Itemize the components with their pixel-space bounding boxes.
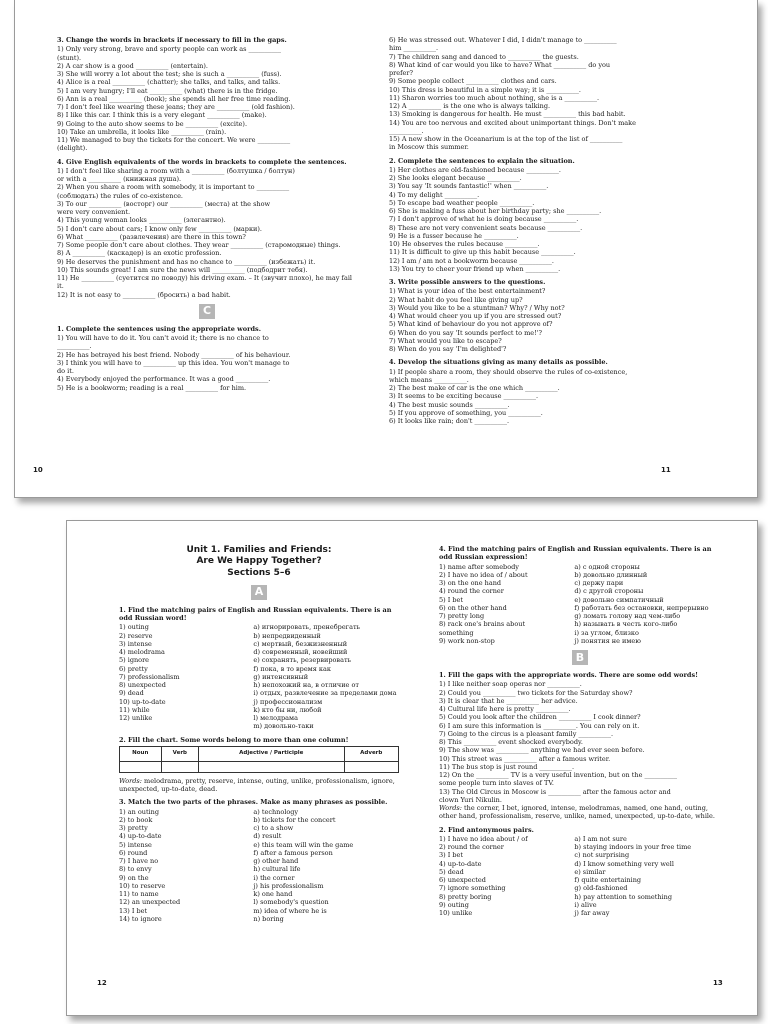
text-line: 8) I like this car. I think this is a very elegant __________ (make). (57, 111, 267, 120)
second-parts-column (253, 808, 399, 924)
text-line: l) somebody's question (253, 898, 329, 907)
exercise-lines (389, 166, 697, 273)
text-line: 1) an outing (119, 807, 160, 816)
text-line: do it. (57, 367, 74, 375)
text-line: a) игнорировать, пренебрегать (253, 623, 361, 632)
text-line: 11) to name (119, 890, 159, 898)
text-line: 9) Going to the auto show seems to be __________ (excite). (57, 119, 248, 128)
text-line: j) far away (574, 909, 610, 917)
chart-header: Verb (161, 746, 199, 761)
text-line: m) довольно-таки (253, 722, 314, 731)
text-line: (stunt). (57, 53, 82, 62)
text-line: 4) round the corner (439, 587, 504, 596)
text-line: 9) outing (439, 900, 469, 909)
text-line: 4) The best music sounds __________. (389, 400, 510, 409)
text-line: 12) On the __________ TV is a very useful invention, but on the __________ (439, 771, 678, 779)
page-11 (389, 36, 697, 430)
exercise-2 (439, 826, 721, 918)
text-line: 9) He is a fusser because he __________. (389, 231, 519, 240)
text-line: (соблюдать) the rules of co-existence. (57, 191, 183, 200)
text-line: b) staying indoors in your free time (574, 843, 692, 851)
text-line: 6) on the other hand (439, 603, 507, 612)
text-line: (delight). (57, 144, 88, 153)
section-badge-c: C (199, 304, 215, 319)
text-line: 7) I don't feel like wearing these jeans; they are __________ (old fashion). (57, 103, 295, 111)
exercise-title: 3. Write possible answers to the questions. (389, 278, 546, 286)
exercise-4 (389, 358, 697, 425)
text-line: 10) He observes the rules because __________. (389, 240, 540, 248)
text-line: 10) This sounds great! I am sure the news will __________ (подбодрит тебя). (57, 265, 308, 274)
word-bank (119, 777, 399, 794)
text-line: f) пока, в то время как (253, 664, 331, 673)
exercise-1 (119, 606, 399, 731)
exercise-title: 3. Match the two parts of the phrases. Make as many phrases as possible. (119, 798, 388, 807)
text-line: h) cultural life (253, 865, 301, 874)
text-line: h) непохожий на, в отличие от (253, 681, 359, 689)
matching-columns (439, 835, 721, 918)
text-line: 6) unexpected (439, 876, 486, 884)
text-line: 2) A car show is a good __________ (entertain). (57, 61, 208, 70)
text-line: 8) pretty boring (439, 892, 492, 901)
text-line: 10) Take an umbrella, it looks like __________ (rain). (57, 127, 227, 136)
exercise-title: 3. Change the words in brackets if necessary to fill in the gaps. (57, 36, 287, 44)
text-line: a) technology (253, 807, 299, 816)
matching-columns (439, 563, 721, 646)
text-line: g) old-fashioned (574, 884, 628, 893)
text-line: f) quite entertaining (574, 876, 642, 884)
words-list: melodrama, pretty, reserve, intense, outing, unlike, professionalism, ignore, unexpected, up-to-date, dead. (119, 776, 395, 793)
text-line: 1) I have no idea about / of (439, 834, 528, 843)
text-line: 12) an unexpected (119, 898, 181, 907)
exercise-3 (57, 36, 357, 153)
text-line: 4) What would cheer you up if you are stressed out? (389, 312, 562, 320)
text-line: 3) Would you like to be a stuntman? Why? / Why not? (389, 303, 565, 312)
text-line: 8) A __________ (каскадер) is an exotic profession. (57, 249, 222, 258)
word-chart (119, 746, 399, 773)
text-line: 12) unlike (119, 714, 153, 722)
text-line: 6) round (119, 848, 148, 857)
book-spread-pages-12-13 (66, 520, 758, 1016)
text-line: 11) The bus stop is just round __________. (439, 762, 575, 771)
text-line: 3) I think you will have to __________ up this idea. You won't manage to (57, 358, 290, 367)
chart-cell[interactable] (120, 761, 162, 772)
matching-columns (119, 808, 399, 924)
chart-header: Adjective / Participle (199, 746, 344, 761)
text-line: 8) to envy (119, 865, 152, 874)
chart-cell[interactable] (344, 761, 398, 772)
text-line: or with a __________ (книжная душа). (57, 175, 182, 183)
text-line: 7) pretty long (439, 612, 485, 620)
text-line: some people turn into slaves of TV. (439, 779, 554, 788)
exercise-title: 4. Develop the situations giving as many details as possible. (389, 358, 608, 367)
exercise-2 (389, 157, 697, 274)
unit-title-line: Unit 1. Families and Friends: (186, 545, 332, 555)
page-number: 10 (33, 466, 43, 474)
text-line: something (439, 628, 474, 637)
text-line: j) his professionalism (253, 881, 324, 890)
text-line: j) понятия не имею (574, 636, 641, 645)
text-line: 9) dead (119, 689, 144, 698)
text-line: which means __________. (389, 375, 469, 384)
text-line: 6) It looks like rain; don't __________. (389, 417, 510, 425)
text-line: 9) on the (119, 873, 149, 882)
text-line: d) I know something very well (574, 859, 674, 868)
text-line: 7) I have no (119, 857, 159, 865)
words-label: Words: (439, 804, 462, 812)
section-badge-b: B (572, 650, 588, 665)
exercise-lines (389, 287, 697, 353)
text-line: g) интенсивный (253, 672, 309, 681)
exercise-title: 4. Give English equivalents of the words in brackets to complete the sentences. (57, 157, 347, 166)
text-line: 15) A new show in the Oceanarium is at the top of the list of __________ (389, 135, 623, 143)
text-line: i) за углом, близко (574, 628, 639, 637)
text-line: 2) When you share a room with somebody, it is important to __________ (57, 183, 290, 192)
page-number: 11 (661, 466, 671, 474)
text-line: 3) intense (119, 639, 152, 648)
exercise-title: 2. Fill the chart. Some words belong to more than one column! (119, 735, 349, 744)
exercise-title: 4. Find the matching pairs of English and Russian equivalents. There is an odd Russian expression! (439, 545, 712, 562)
text-line: j) профессионализм (253, 697, 323, 706)
first-parts-column (119, 808, 253, 924)
text-line: 3) You say 'It sounds fantastic!' when __________. (389, 182, 549, 191)
page-13 (439, 545, 721, 922)
text-line: 12) It is not easy to __________ (бросить) a bad habit. (57, 290, 231, 299)
text-line: 1) outing (119, 623, 149, 632)
exercise-title: 2. Find antonymous pairs. (439, 825, 534, 834)
text-line: __________. (57, 342, 92, 351)
exercise-1 (57, 325, 357, 392)
text-line: a) I am not sure (574, 834, 627, 843)
text-line: e) довольно симпатичный (574, 595, 664, 604)
text-line: 2) Could you __________ two tickets for the Saturday show? (439, 688, 633, 697)
exercise-lines (389, 368, 697, 426)
text-line: 13) The Old Circus in Moscow is __________ after the famous actor and (439, 787, 671, 796)
text-line: c) to a show (253, 824, 294, 832)
section-badge-a: A (251, 585, 267, 600)
unit-title-line: Sections 5–6 (227, 567, 291, 578)
words-list: the corner, I bet, ignored, intense, melodramas, named, one hand, outing, other hand, professionalism, reserve, unlike, named, unexpected, up-to-date, while. (439, 804, 715, 821)
text-line: 8) What kind of car would you like to have? What __________ do you (389, 60, 611, 69)
exercise-4 (439, 545, 721, 645)
exercise-2 (119, 736, 399, 794)
text-line: 5) intense (119, 840, 152, 849)
text-line: 5) If you approve of something, you __________. (389, 408, 543, 417)
page-12 (119, 545, 399, 928)
text-line: d) с другой стороны (574, 587, 644, 596)
text-line: 9) He deserves the punishment and has no chance to __________ (избежать) it. (57, 257, 316, 266)
left-column (439, 835, 574, 918)
text-line: l) мелодрама (253, 714, 298, 722)
text-line: 10) This dress is beautiful in a simple way; it is __________. (389, 85, 581, 94)
exercise-title: 2. Complete the sentences to explain the situation. (389, 156, 575, 165)
text-line: 5) dead (439, 867, 464, 876)
text-line: 9) work non-stop (439, 636, 495, 645)
text-line: 12) I am / am not a bookworm because __________. (389, 256, 554, 265)
text-line: 11) We managed to buy the tickets for the concert. We were __________ (57, 136, 291, 144)
text-line: 7) Some people don't care about clothes. They wear __________ (старомодные) things. (57, 241, 341, 249)
text-line: 7) ignore something (439, 884, 506, 893)
text-line: 11) It is difficult to give up this habit because __________. (389, 248, 576, 257)
text-line: 1) Only very strong, brave and sporty people can work as __________ (57, 45, 281, 54)
page-number: 13 (713, 979, 723, 987)
text-line: 10) unlike (439, 909, 473, 917)
text-line: k) one hand (253, 890, 293, 898)
chart-cell[interactable] (161, 761, 199, 772)
text-line: i) the corner (253, 873, 295, 882)
text-line: 2) round the corner (439, 843, 504, 851)
text-line: 5) I don't care about cars; I know only few __________ (марки). (57, 224, 262, 233)
text-line: 6) He was stressed out. Whatever I did, I didn't manage to __________ (389, 36, 617, 44)
text-line: 1) Her clothes are old-fashioned because __________. (389, 165, 561, 174)
text-line: prefer? (389, 69, 413, 77)
text-line: d) современный, новейший (253, 648, 348, 656)
text-line: c) мертвый, безжизненный (253, 639, 348, 648)
exercise-lines (439, 680, 721, 804)
text-line: 3) on the one hand (439, 579, 502, 587)
text-line: c) not surprising (574, 851, 630, 860)
text-line: 1) name after somebody (439, 562, 519, 571)
page-number: 12 (97, 979, 107, 987)
text-line: 7) What would you like to escape? (389, 336, 502, 345)
text-line: h) называть в честь кого-либо (574, 620, 678, 629)
chart-header: Adverb (344, 746, 398, 761)
text-line: 9) Some people collect __________ clothes and cars. (389, 77, 557, 86)
text-line: 5) ignore (119, 656, 150, 665)
unit-title-line: Are We Happy Together? (196, 556, 322, 567)
exercise-lines (57, 334, 357, 392)
text-line: 5) Could you look after the children __________ I cook dinner? (439, 713, 641, 722)
text-line: 13) Smoking is dangerous for health. He must __________ this bad habit. (389, 110, 626, 119)
text-line: g) other hand (253, 857, 299, 865)
text-line: e) this team will win the game (253, 840, 354, 849)
text-line: 5) I bet (439, 595, 463, 604)
text-line: m) idea of where he is (253, 906, 327, 915)
text-line: 6) I am sure this information is __________. You can rely on it. (439, 721, 640, 730)
text-line: 2) What habit do you feel like giving up? (389, 295, 523, 304)
text-line: 1) If people share a room, they should observe the rules of co-existence, (389, 367, 628, 376)
text-line: 2) reserve (119, 631, 153, 640)
text-line: 10) This street was __________ after a famous writer. (439, 754, 611, 763)
text-line: b) непредвиденный (253, 631, 321, 640)
words-label: Words: (119, 776, 142, 785)
text-line: 4) up-to-date (119, 832, 162, 841)
exercise-4 (57, 158, 357, 299)
text-line: in Moscow this summer. (389, 143, 469, 152)
text-line: 1) What is your idea of the best entertainment? (389, 287, 546, 296)
text-line: 6) When do you say 'It sounds perfect to me!'? (389, 328, 543, 337)
chart-cell[interactable] (199, 761, 344, 772)
exercise-title: 1. Find the matching pairs of English and Russian equivalents. There is an odd Russian word! (119, 605, 392, 622)
text-line: 6) What __________ (развлечения) are there in this town? (57, 232, 246, 241)
text-line: a) с одной стороны (574, 562, 640, 571)
text-line: 8) When do you say 'I'm delighted'? (389, 345, 507, 353)
text-line: 1) I like neither soap operas nor __________. (439, 680, 582, 689)
text-line: i) alive (574, 900, 597, 909)
text-line: 8) This __________ event shocked everybody. (439, 738, 583, 746)
right-column (574, 835, 721, 918)
text-line: 5) To escape bad weather people __________. (389, 198, 535, 207)
text-line: 11) He __________ (суетится по поводу) his driving exam. – It (звучит плохо), he may fail it. (57, 274, 352, 291)
text-line: 4) Cultural life here is pretty __________. (439, 705, 571, 713)
text-line: 3) It is clear that he __________ her advice. (439, 696, 578, 705)
chart-header: Noun (120, 746, 162, 761)
text-line: clown Yuri Nikulin. (439, 795, 502, 804)
text-line: 4) melodrama (119, 648, 165, 656)
text-line: 8) rack one's brains about (439, 620, 526, 629)
text-line: d) result (253, 832, 282, 841)
text-line: 5) He is a bookworm; reading is a real __________ for him. (57, 383, 247, 392)
exercise-1 (439, 671, 721, 821)
exercise-title: 1. Complete the sentences using the appropriate words. (57, 324, 261, 333)
russian-column (253, 623, 399, 730)
russian-column (574, 563, 721, 646)
text-line: 14) You are too nervous and excited about unimportant things. Don't make (389, 118, 636, 127)
text-line: 7) Going to the circus is a pleasant family __________. (439, 729, 614, 738)
text-line: 3) pretty (119, 824, 148, 832)
exercise-1-continued (389, 36, 697, 152)
book-spread-pages-10-11 (14, 0, 758, 498)
unit-title (119, 545, 399, 579)
text-line: b) довольно длинный (574, 570, 648, 579)
text-line: 2) The best make of car is the one which __________. (389, 384, 560, 392)
text-line: 7) I don't approve of what he is doing because __________. (389, 215, 579, 224)
text-line: b) tickets for the concert (253, 815, 336, 824)
word-bank (439, 804, 721, 821)
text-line: k) кто бы ни, любой (253, 705, 322, 714)
text-line: n) boring (253, 914, 284, 923)
text-line: 13) You try to cheer your friend up when __________. (389, 264, 561, 273)
text-line: 6) Ann is a real __________ (book); she spends all her free time reading. (57, 94, 291, 103)
english-column (439, 563, 574, 646)
exercise-3 (119, 798, 399, 923)
text-line: 10) up-to-date (119, 697, 166, 706)
text-line: 12) A __________ is the one who is always talking. (389, 102, 551, 110)
text-line: 6) She is making a fuss about her birthday party; she __________. (389, 207, 602, 215)
page-10 (57, 36, 357, 397)
text-line: f) after a famous person (253, 848, 333, 857)
text-line: 4) up-to-date (439, 859, 482, 868)
text-line: 1) I don't feel like sharing a room with a __________ (болтушка / болтун) (57, 166, 295, 175)
exercise-lines (57, 167, 357, 299)
text-line: e) similar (574, 867, 606, 876)
text-line: f) работать без остановки, непрерывно (574, 603, 709, 612)
text-line: 1) You will have to do it. You can't avoid it; there is no chance to (57, 334, 269, 342)
text-line: 14) to ignore (119, 914, 162, 923)
text-line: 2) I have no idea of / about (439, 570, 528, 579)
text-line: 11) while (119, 705, 150, 714)
text-line: 10) to reserve (119, 881, 166, 890)
text-line: 2) to book (119, 815, 153, 824)
text-line: 4) This young woman looks __________ (элегантно). (57, 216, 226, 225)
matching-columns (119, 623, 399, 730)
text-line: 13) I bet (119, 906, 148, 915)
text-line: 8) unexpected (119, 681, 166, 689)
text-line: c) держу пари (574, 579, 624, 587)
text-line: 3) It seems to be exciting because __________. (389, 392, 539, 401)
text-line: g) ломать голову над чем-либо (574, 612, 681, 620)
text-line: __________. (389, 126, 424, 135)
text-line: 3) She will worry a lot about the test; she is such a __________ (fuss). (57, 70, 282, 78)
text-line: 2) He has betrayed his best friend. Nobody __________ of his behaviour. (57, 350, 291, 359)
exercise-lines (57, 45, 357, 152)
text-line: 8) These are not very convenient seats because __________. (389, 223, 583, 232)
text-line: e) сохранять, резервировать (253, 656, 352, 665)
text-line: 4) To my delight __________. (389, 190, 480, 199)
text-line: 7) professionalism (119, 672, 180, 681)
exercise-3 (389, 278, 697, 353)
text-line: 7) The children sang and danced to __________ the guests. (389, 52, 579, 61)
text-line: 6) pretty (119, 664, 148, 673)
text-line: 11) Sharon worries too much about nothing, she is a __________. (389, 93, 600, 102)
text-line: 3) I bet (439, 851, 463, 860)
text-line: 3) To our __________ (восторг) our __________ (места) at the show (57, 199, 271, 208)
text-line: him __________. (389, 44, 439, 53)
text-line: h) pay attention to something (574, 892, 672, 901)
english-column (119, 623, 253, 730)
text-line: i) отдых, развлечение за пределами дома (253, 689, 397, 698)
text-line: 4) Alice is a real __________ (chatter); she talks, and talks, and talks. (57, 78, 281, 87)
text-line: were very convenient. (57, 208, 131, 216)
text-line: 4) Everybody enjoyed the performance. It was a good __________. (57, 375, 271, 384)
text-line: 5) What kind of behaviour do you not approve of? (389, 320, 553, 329)
text-line: 9) The show was __________ anything we had ever seen before. (439, 746, 645, 755)
text-line: 2) She looks elegant because __________. (389, 174, 522, 182)
text-line: 5) I am very hungry; I'll eat __________ (what) there is in the fridge. (57, 86, 278, 95)
exercise-title: 1. Fill the gaps with the appropriate words. There are some odd words! (439, 671, 698, 679)
